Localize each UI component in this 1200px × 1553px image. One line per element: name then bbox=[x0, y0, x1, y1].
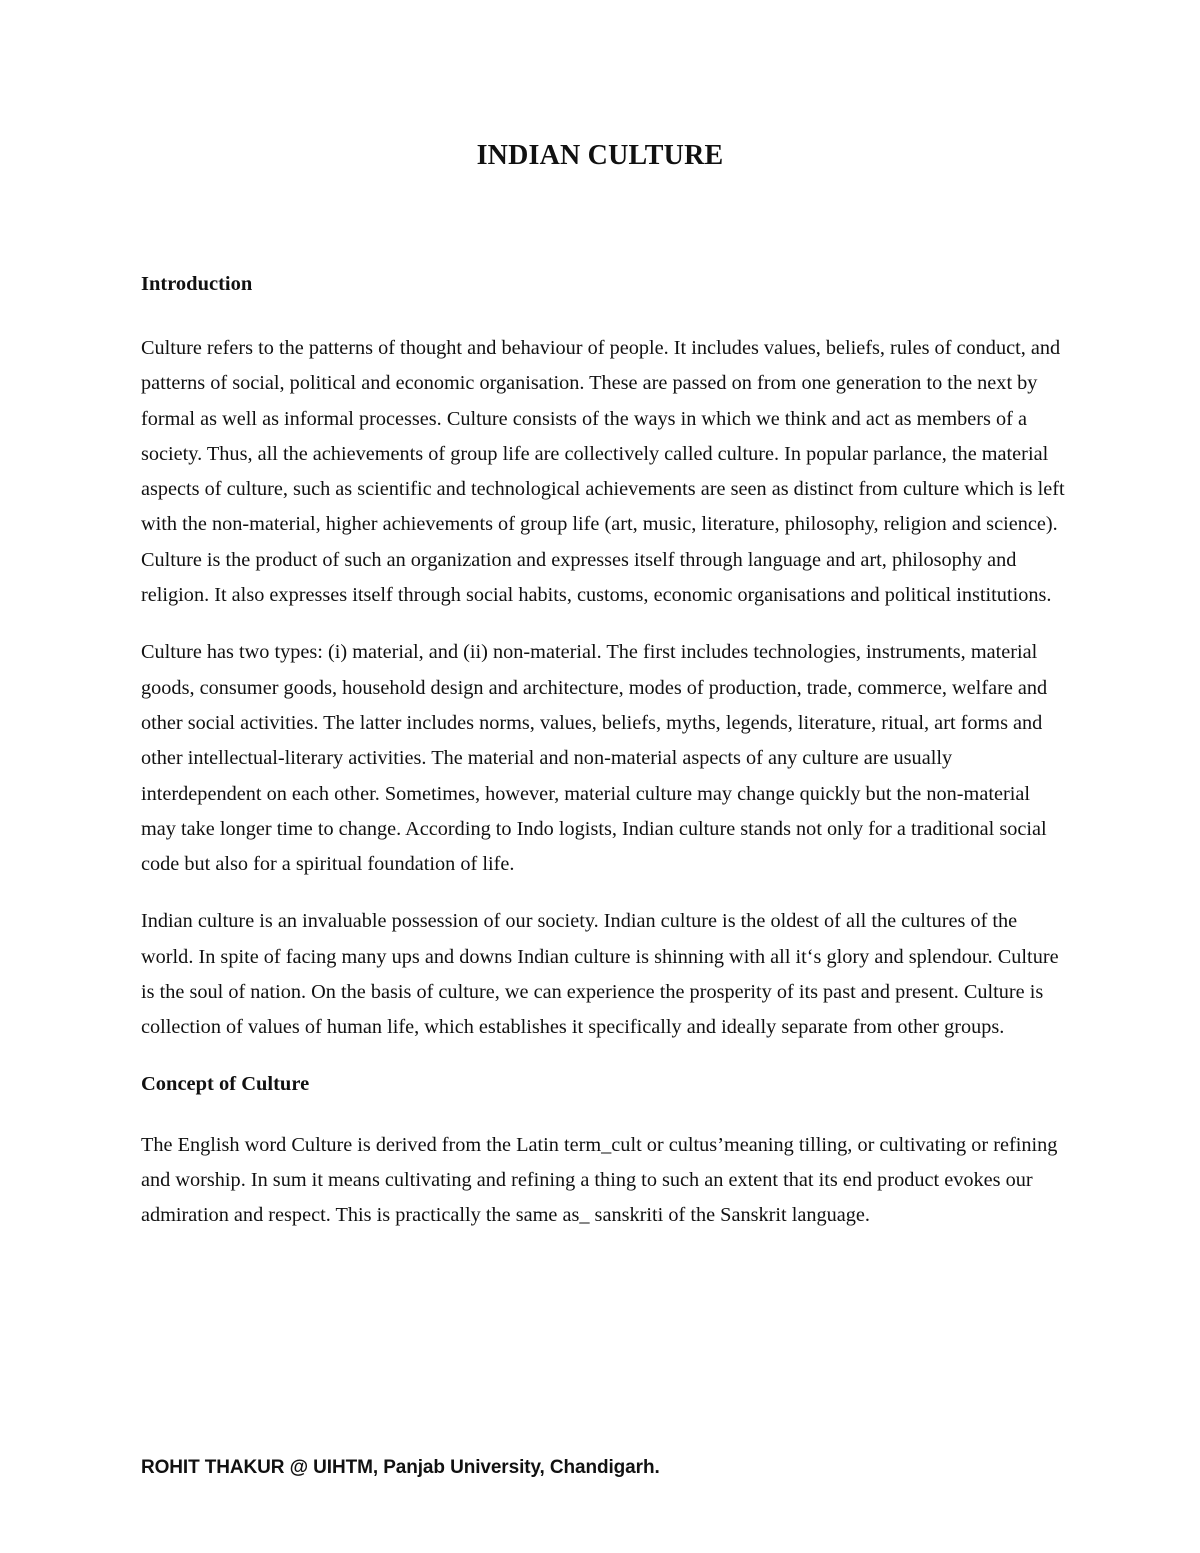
page-footer: ROHIT THAKUR @ UIHTM, Panjab University, Chandigarh. bbox=[141, 1457, 660, 1478]
paragraph-introduction-2: Culture has two types: (i) material, and (ii) non-material. The first includes technologies, instruments, material goods, consumer goods, household design and architecture, modes of production, trade, commerce, welfare and other social activities. The latter includes norms, values, beliefs, myths, legends, literature, ritual, art forms and other intellectual-literary activities. The material and non-material aspects of any culture are usually interdependent on each other. Sometimes, however, material culture may change quickly but the non-material may take longer time to change. According to Indo logists, Indian culture stands not only for a traditional social code but also for a spiritual foundation of life. bbox=[141, 641, 1048, 876]
paragraph-introduction-1: Culture refers to the patterns of thought and behaviour of people. It includes values, beliefs, rules of conduct, and patterns of social, political and economic organisation. These are passed on from one generation to the next by formal as well as informal processes. Culture consists of the ways in which we think and act as members of a society. Thus, all the achievements of group life are collectively called culture. In popular parlance, the material aspects of culture, such as scientific and technological achievements are seen as distinct from culture which is left with the non-material, higher achievements of group life (art, music, literature, philosophy, religion and science). Culture is the product of such an organization and expresses itself through language and art, philosophy and religion. It also expresses itself through social habits, customs, economic organisations and political institutions. bbox=[141, 337, 1065, 607]
section-heading-introduction: Introduction bbox=[141, 273, 253, 295]
section-heading-concept: Concept of Culture bbox=[141, 1072, 310, 1095]
document-title: INDIAN CULTURE bbox=[476, 140, 724, 171]
paragraph-introduction-3: Indian culture is an invaluable possession of our society. Indian culture is the oldest of all the cultures of the world. In spite of facing many ups and downs Indian culture is shinning with all it‘s glory and splendour. Culture is the soul of nation. On the basis of culture, we can experience the prosperity of its past and present. Culture is collection of values of human life, which establishes it specifically and ideally separate from other groups. bbox=[141, 910, 1059, 1039]
document-body bbox=[141, 270, 1066, 1256]
paragraph-concept-1: The English word Culture is derived from the Latin term_cult or cultus’meaning tilling, or cultivating or refining and worship. In sum it means cultivating and refining a thing to such an extent that its end product evokes our admiration and respect. This is practically the same as_ sanskriti of the Sanskrit language. bbox=[141, 1133, 1058, 1227]
